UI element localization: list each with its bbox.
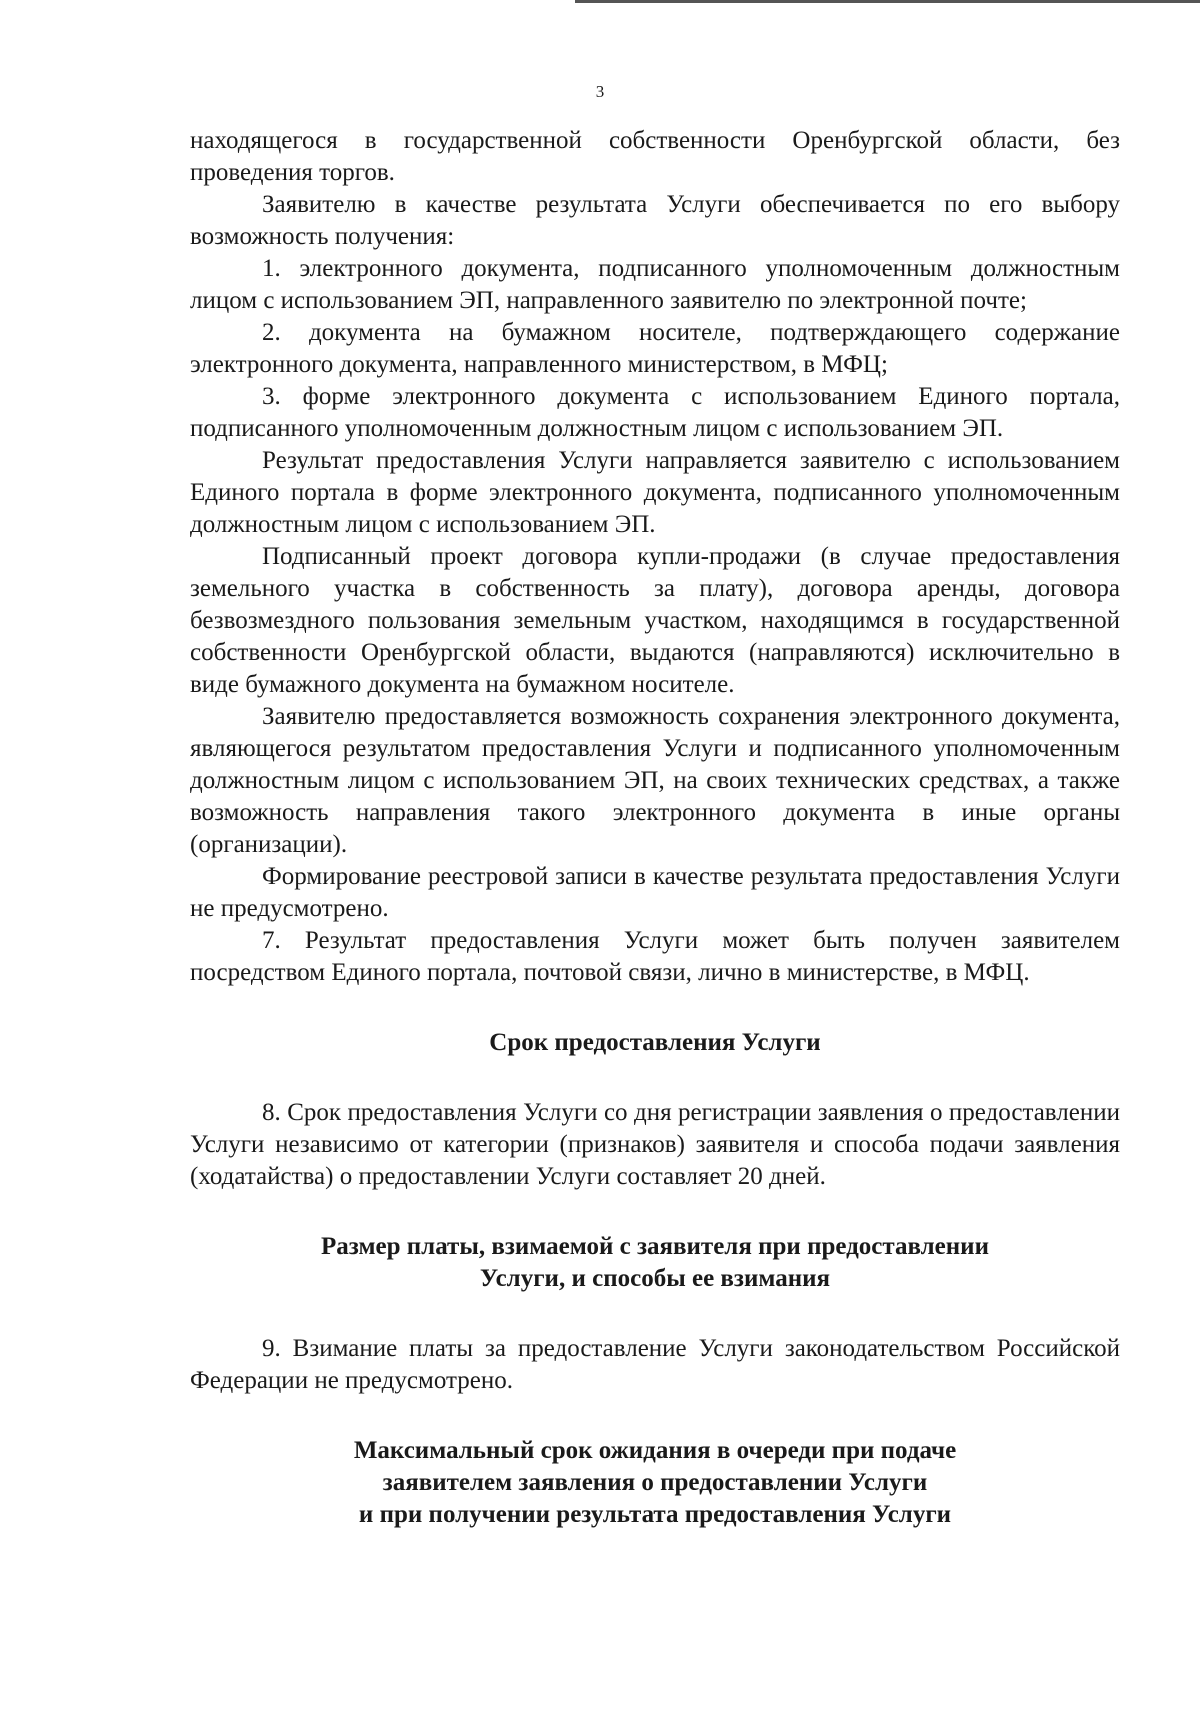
- paragraph-7: 7. Результат предоставления Услуги может быть получен заявителем посредством Единого портала, почтовой связи, лично в министерстве, в МФЦ.: [190, 927, 1120, 986]
- paragraph-save-option: Заявителю предоставляется возможность сохранения электронного документа, являющегося результатом предоставления Услуги и подписанного уполномоченным должностным лицом с использованием ЭП, на своих технических средствах, а также возможность направления такого электронного документа в иные органы (организации).: [190, 703, 1120, 858]
- paragraph-continuation: находящегося в государственной собственности Оренбургской области, без проведения торгов.: [190, 127, 1120, 186]
- paragraph-8: 8. Срок предоставления Услуги со дня регистрации заявления о предоставлении Услуги независимо от категории (признаков) заявителя и способа подачи заявления (ходатайства) о предоставлении Услуги составляет 20 дней.: [190, 1099, 1120, 1190]
- paragraph-registry: Формирование реестровой записи в качестве результата предоставления Услуги не предусмотрено.: [190, 863, 1120, 922]
- paragraph-result-sent: Результат предоставления Услуги направляется заявителю с использованием Единого портала в форме электронного документа, подписанного уполномоченным должностным лицом с использованием ЭП.: [190, 447, 1120, 538]
- paragraph-result-intro: Заявителю в качестве результата Услуги обеспечивается по его выбору возможность получения:: [190, 191, 1120, 250]
- document-body: [190, 125, 1120, 1531]
- list-item-3: 3. форме электронного документа с использованием Единого портала, подписанного уполномоченным должностным лицом с использованием ЭП.: [190, 383, 1120, 442]
- paragraph-signed-project: Подписанный проект договора купли-продажи (в случае предоставления земельного участка в собственность за плату), договора аренды, договора безвозмездного пользования земельным участком, находящимся в государственной собственности Оренбургской области, выдаются (направляются) исключительно в виде бумажного документа на бумажном носителе.: [190, 543, 1120, 698]
- top-edge-rule: [575, 0, 1200, 3]
- section-heading-queue-line1: Максимальный срок ожидания в очереди при подаче: [353, 1437, 957, 1464]
- paragraph-9: 9. Взимание платы за предоставление Услуги законодательством Российской Федерации не предусмотрено.: [190, 1335, 1120, 1394]
- section-heading-queue-line2: заявителем заявления о предоставлении Услуги: [382, 1469, 928, 1496]
- list-item-1: 1. электронного документа, подписанного уполномоченным должностным лицом с использованием ЭП, направленного заявителю по электронной почте;: [190, 255, 1120, 314]
- section-heading-queue-line3: и при получении результата предоставления Услуги: [358, 1501, 952, 1528]
- section-heading-fee-line2: Услуги, и способы ее взимания: [479, 1265, 831, 1292]
- list-item-2: 2. документа на бумажном носителе, подтверждающего содержание электронного документа, направленного министерством, в МФЦ;: [190, 319, 1120, 378]
- page-number: 3: [595, 82, 605, 101]
- section-heading-fee: [190, 1231, 1120, 1295]
- section-heading-fee-line1: Размер платы, взимаемой с заявителя при предоставлении: [321, 1233, 989, 1260]
- section-heading-queue: [190, 1435, 1120, 1531]
- section-heading-term: Срок предоставления Услуги: [489, 1029, 821, 1056]
